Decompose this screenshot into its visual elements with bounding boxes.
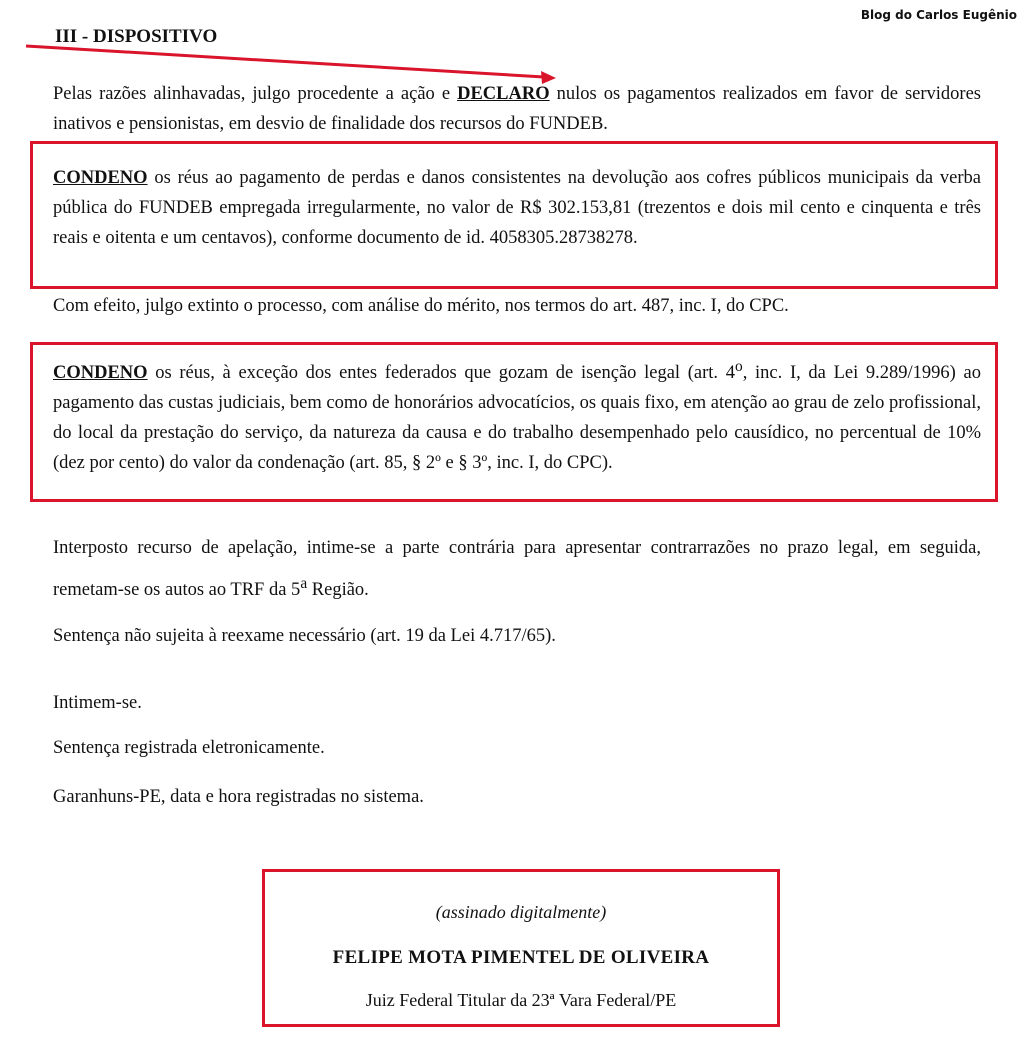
paragraph-condeno-2-text-a: os réus, à exceção dos entes federados que gozam de isenção legal (art. 4 bbox=[147, 363, 735, 384]
keyword-condeno-1: CONDENO bbox=[53, 168, 148, 188]
section-heading: III - DISPOSITIVO bbox=[55, 26, 218, 47]
paragraph-local-data: Garanhuns-PE, data e hora registradas no sistema. bbox=[53, 787, 424, 807]
signature-role: Juiz Federal Titular da 23ª Vara Federal/PE bbox=[365, 990, 677, 1010]
paragraph-intimem: Intimem-se. bbox=[53, 693, 142, 713]
paragraph-condeno-1-text: os réus ao pagamento de perdas e danos consistentes na devolução aos cofres públicos municipais da verba pública do FUNDEB empregada irregularmente, no valor de R$ 302.153,81 (trezentos e dois mil cento e cinquenta e três reais e oitenta e um centavos), conforme documento de id. 4058305.28738278. bbox=[53, 168, 981, 248]
blog-watermark: Blog do Carlos Eugênio bbox=[860, 8, 1017, 22]
paragraph-recurso-text-b: Região. bbox=[307, 580, 369, 601]
paragraph-registrada: Sentença registrada eletronicamente. bbox=[53, 738, 325, 758]
signature-note: (assinado digitalmente) bbox=[435, 902, 607, 922]
keyword-condeno-2: CONDENO bbox=[53, 363, 148, 384]
paragraph-reexame: Sentença não sujeita à reexame necessário (art. 19 da Lei 4.717/65). bbox=[53, 626, 556, 646]
paragraph-recurso bbox=[53, 530, 981, 608]
paragraph-condeno-1 bbox=[53, 163, 981, 253]
paragraph-extinto: Com efeito, julgo extinto o processo, com análise do mérito, nos termos do art. 487, inc. I, do CPC. bbox=[53, 296, 789, 316]
paragraph-recurso-text-a: Interposto recurso de apelação, intime-se a parte contrária para apresentar contrarrazões no prazo legal, em seguida, remetam-se os autos ao TRF da 5 bbox=[53, 538, 981, 601]
keyword-declaro: DECLARO bbox=[457, 84, 550, 104]
superscript-ordinal: o bbox=[735, 358, 743, 375]
paragraph-declaro-before: Pelas razões alinhavadas, julgo procedente a ação e bbox=[53, 84, 458, 104]
paragraph-condeno-2-text-b: , inc. I, da Lei 9.289/1996) ao pagamento das custas judiciais, bem como de honorários advocatícios, os quais fixo, em atenção ao grau de zelo profissional, do local da prestação do serviço, da natureza da causa e do trabalho desempenhado pelo causídico, no percentual de 10% (dez por cento) do valor da condenação (art. 85, § 2º e § 3º, inc. I, do CPC). bbox=[53, 363, 981, 474]
paragraph-condeno-2 bbox=[53, 352, 981, 478]
signature-box bbox=[262, 869, 780, 1027]
paragraph-declaro-after: nulos os pagamentos realizados em favor de servidores inativos e pensionistas, em desvio de finalidade dos recursos do FUNDEB. bbox=[53, 84, 981, 134]
superscript-ordinal-regiao: a bbox=[300, 575, 308, 592]
signature-name: FELIPE MOTA PIMENTEL DE OLIVEIRA bbox=[332, 947, 710, 968]
paragraph-declaro bbox=[53, 79, 981, 139]
